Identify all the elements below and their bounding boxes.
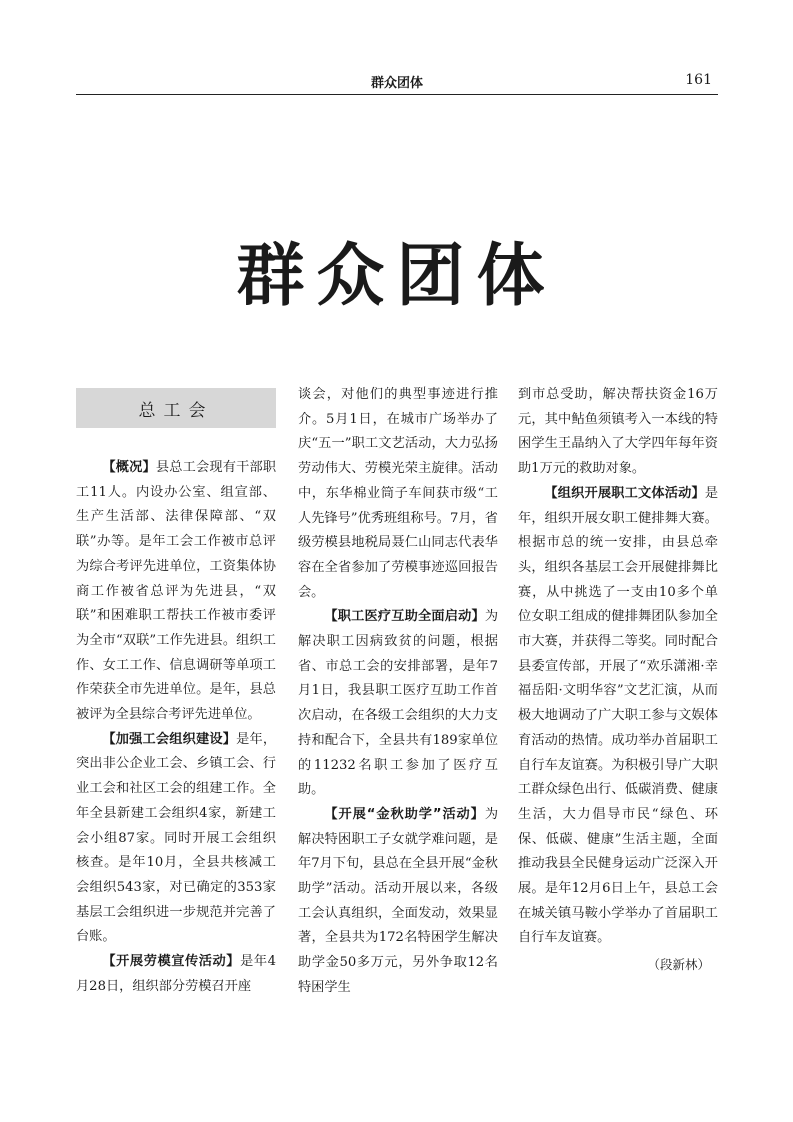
text-column-1 xyxy=(76,383,276,999)
section-heading: 总工会 xyxy=(76,388,276,428)
text-column-2 xyxy=(298,383,498,1001)
paragraph-autumn-aid xyxy=(298,803,498,1001)
paragraph-text: 为解决职工因病致贫的问题，根据省、市总工会的安排部署，是年7月1日，我县职工医疗互助工作首次启动，在各级工会组织的大力支持和配合下，全县共有189家单位的11232名职工参加了医疗互助。 xyxy=(298,609,498,798)
paragraph-text: 是年4月28日，组织部分劳模召开座 xyxy=(76,954,277,994)
text-column-3 xyxy=(518,383,718,973)
paragraph-keyword: 【开展“金秋助学”活动】 xyxy=(324,806,485,822)
running-section-title: 群众团体 xyxy=(370,76,423,91)
paragraph-keyword: 【职工医疗互助全面启动】 xyxy=(324,609,485,625)
paragraph-keyword: 【开展劳模宣传活动】 xyxy=(102,954,241,970)
paragraph-continued: 谈会，对他们的典型事迹进行推介。5月1日，在城市广场举办了庆“五一”职工文艺活动，大力弘扬劳动伟大、劳模光荣主旋律。活动中，东华棉业筒子车间获市级“工人先锋号”优秀班组称号。7月，省级劳模县地税局聂仁山同志代表华容在全省参加了劳模事迹巡回报告会。 xyxy=(298,387,498,600)
chapter-title: 群众团体 xyxy=(236,236,557,316)
paragraph-text: 为解决特困职工子女就学难问题，是年7月下旬，县总在全县开展“金秋助学”活动。活动开展以来，各级工会认真组织，全面发动，效果显著，全县共为172名特困学生解决助学金50多万元，另外争取12名特困学生 xyxy=(298,806,498,995)
paragraph-keyword: 【概况】 xyxy=(102,460,156,475)
paragraph-model-workers xyxy=(76,950,276,999)
paragraph-text: 是年，突出非公企业工会、乡镇工会、行业工会和社区工会的组建工作。全年全县新建工会组织4家，新建工会小组87家。同时开展工会组织核查。是年10月，全县共核减工会组织543家，对已确定的353家基层工会组织进一步规范并完善了台账。 xyxy=(76,731,277,945)
paragraph-keyword: 【加强工会组织建设】 xyxy=(102,731,237,747)
page-number: 161 xyxy=(685,72,712,88)
paragraph-text: 是年，组织开展女职工健排舞大赛。根据市总的统一安排，由县总牵头，组织各基层工会开展健排舞比赛，从中挑选了一支由10多个单位女职工组成的健排舞团队参加全市大赛，并获得二等奖。同时配合县委宣传部，开展了“欢乐潇湘·幸福岳阳·文明华容”文艺汇演，从而极大地调动了广大职工参与文娱体育活动的热情。成功举办首届职工自行车友谊赛。为积极引导广大职工群众绿色出行、低碳消费、健康生活，大力倡导市民“绿色、环保、低碳、健康”生活主题，全面推动我县全民健身运动广泛深入开展。是年12月6日上午，县总工会在城关镇马鞍小学举办了首届职工自行车友谊赛。 xyxy=(518,485,718,946)
paragraph-continued: 到市总受助，解决帮扶资金16万元，其中鲇鱼须镇考入一本线的特困学生王晶纳入了大学四年每年资助1万元的救助对象。 xyxy=(518,387,718,477)
paragraph-sports-activities xyxy=(518,482,718,951)
paragraph-overview xyxy=(76,456,276,728)
paragraph-medical-aid xyxy=(298,605,498,803)
paragraph-keyword: 【组织开展职工文体活动】 xyxy=(544,485,705,501)
author-credit: （段新林） xyxy=(647,957,710,973)
paragraph-text: 县总工会现有干部职工11人。内设办公室、组宣部、生产生活部、法律保障部、“双联”办等。是年工会工作被市总评为综合考评先进单位，工资集体协商工作被省总评为先进县，“双联”和困难职工帮扶工作被市委评为全市“双联”工作先进县。组织工作、女工工作、信息调研等单项工作荣获全市先进单位。是年，县总被评为全县综合考评先进单位。 xyxy=(76,460,277,723)
paragraph-organization xyxy=(76,728,276,950)
page-header xyxy=(76,72,718,95)
